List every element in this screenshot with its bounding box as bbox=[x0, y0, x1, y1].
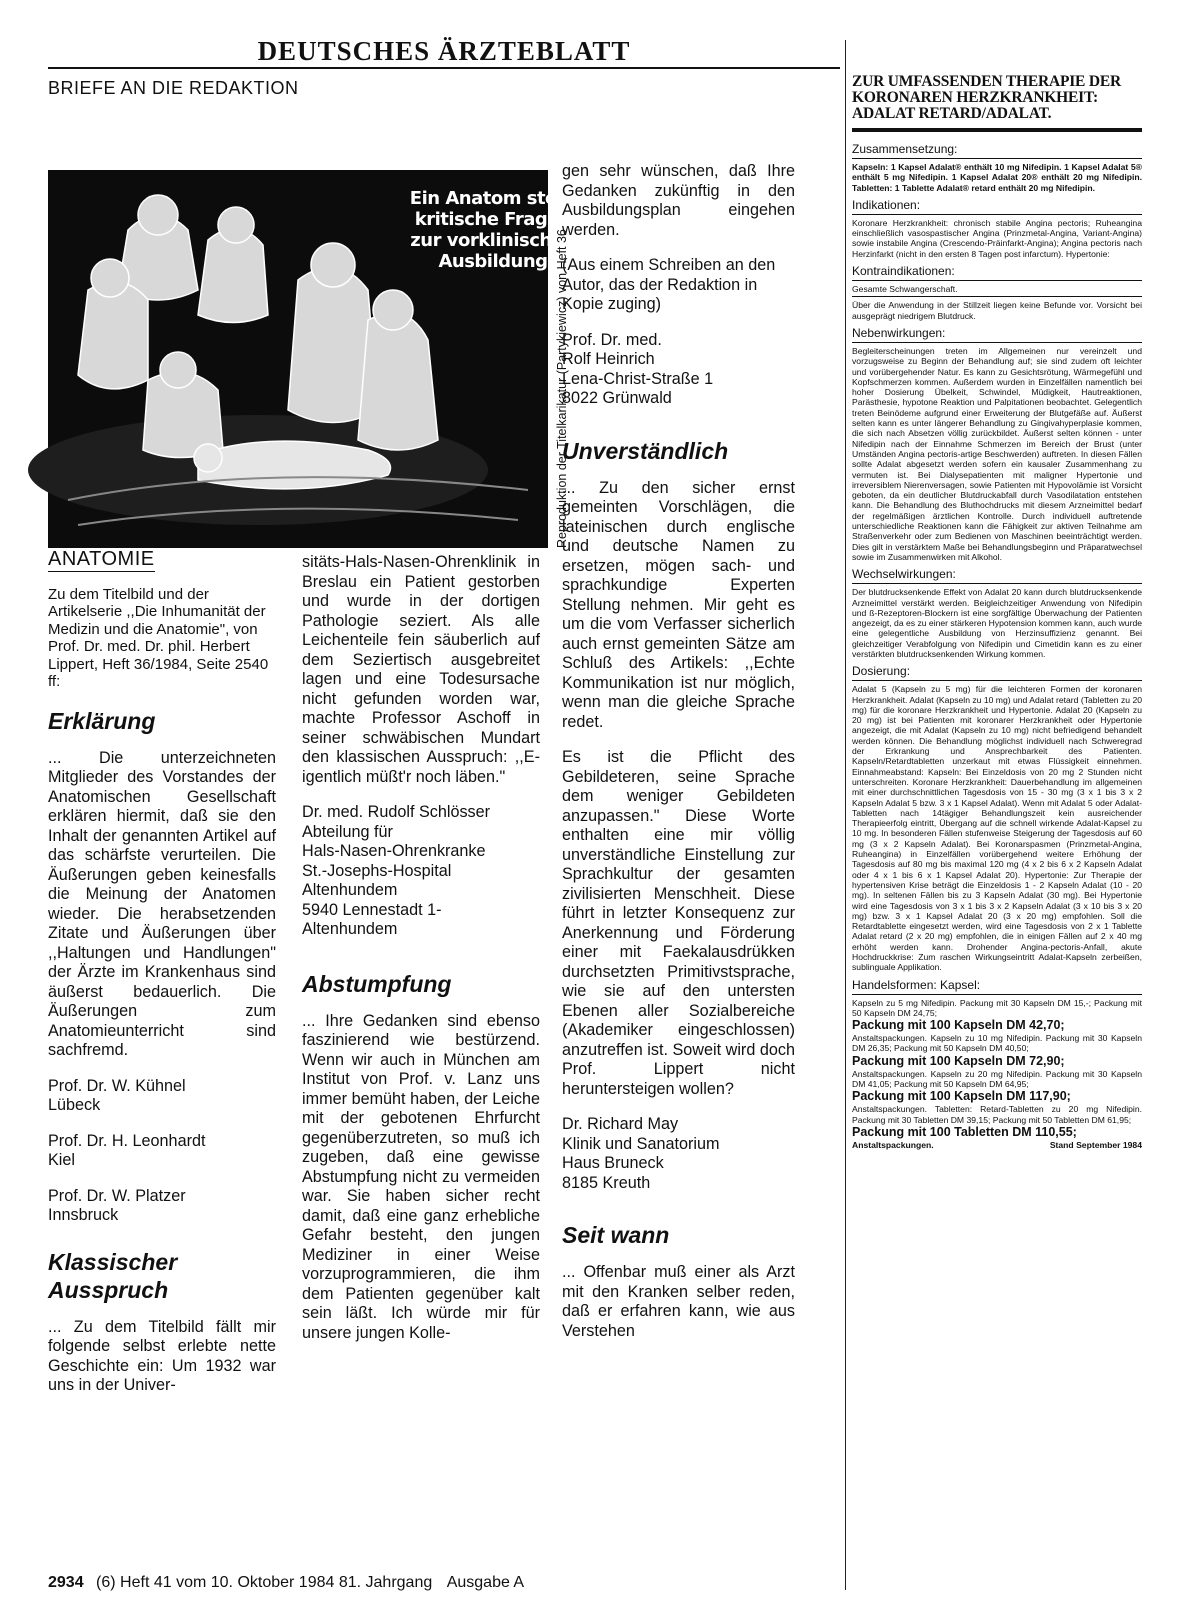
ad-text-wechselwirkungen: Der blutdrucksenkende Effekt von Adalat 20 kann durch blutdrucksenkende Arzneimittel verstärkt werden. Beigleichzeitiger Anwendung von Nifedipin und ß-Rezeptoren-Blockern ist eine sorgfältige Überwachung der Patienten angezeigt, da es zu einer stärkeren Hypotension kommen kann, auch wurde eine gelegentliche Ausbildung von Herzinsuffizienz genannt. Bei gleichzeitiger Verabfolgung von Nifedipin und Cimetidin kann es zu einer verstärkten blutdrucksenkenden Wirkung kommen. bbox=[852, 587, 1142, 659]
letter-seit-wann: ... Offenbar muß einer als Arzt mit den Kranken selber reden, daß er erfahren kann, wie aus Verstehen bbox=[562, 1263, 795, 1340]
ad-text-nebenwirkungen: Begleiterscheinungen treten im Allgemeinen nur vereinzelt und vorzugsweise zu Beginn der Behandlung auf; sie sind zudem oft leichter und vorübergehender Natur. Es kann zu Gesichtsrötung, Wärmegefühl und Kopfschmerzen kommen. Außerdem wurden in Einzelfällen namentlich bei hoher Dosierung Übelkeit, Schwindel, Müdigkeit, Hautreaktionen, Parästhesie, hypotone Reaktion und Palpitationen beobachtet. Gelegentlich treten Beinödeme aufgrund einer Erweiterung der Blutgefäße auf. Äußerst selten kann es unter längerer Behandlung zu Gingivahyperplasie kommen, die sich nach Absetzen völlig zurückbildet. Äußerst selten können - unter Nifedipin nach der Einnahme Schmerzen im Bereich der Brust (unter Umständen Angina pectoris-artige Beschwerden) auftreten. In diesen Fällen sollte Adalat abgesetzt werden sofern ein kausaler Zusammenhang zu vermuten ist. Bei Dialysepatienten mit maligner Hypertonie und irreversiblem Nierenversagen, sowie Patienten mit Hypovolämie ist Vorsicht geboten, da ein deutlicher Blutdruckabfall durch Vasodilatation entstehen kann. Die Behandlung des Bluthochdrucks mit diesem Arzneimittel bedarf der regelmäßigen ärztlichen Kontrolle. Durch individuell auftretende unterschiedliche Reaktionen kann die Fähigkeit zur aktiven Teilnahme am Straßenverkehr oder zum Bedienen von Maschinen beeinträchtigt werden. Dies gilt in verstärktem Maße bei Behandlungsbeginn und Präparatwechsel sowie im Zusammenwirken mit Alkohol. bbox=[852, 345, 1142, 562]
ad-text-kontra-2: Über die Anwendung in der Stillzeit liegen keine Befunde vor. Vorsicht bei ausgeprägt niedrigem Blutdruck. bbox=[852, 300, 1142, 321]
ad-text-zusammensetzung: Kapseln: 1 Kapsel Adalat® enthält 10 mg Nifedipin. 1 Kapsel Adalat 5® enthält 5 mg Nifedipin. 1 Kapsel Adalat 20® enthält 20 mg Nifedipin. Tabletten: 1 Tablette Adalat® retard enthält 20 mg Nifedipin. bbox=[852, 162, 1142, 193]
ad-bar bbox=[852, 128, 1142, 132]
letter-unverstaendlich: ... Zu den sicher ernst gemeinten Vorschlägen, die lateinischen durch englische und deutsche Namen zu ersetzen, mögen sach- und sprachkundige Experten Stellung nehmen. Mir geht es um die vom Verfasser sicherlich auch ernst gemeinten Sätze am Schluß des Artikels: ,,Echte Kommunikation ist nur möglich, wenn man die gleiche Sprache redet. bbox=[562, 478, 795, 731]
ad-text-handel-2: Anstaltspackungen. Kapseln zu 10 mg Nifedipin. Packung mit 30 Kapseln DM 26,35; Packung mit 50 Kapseln DM 40,50; bbox=[852, 1033, 1142, 1054]
letter-abstumpfung: ... Ihre Gedanken sind ebenso faszinierend wie bestürzend. Wenn wir auch in München am Institut von Prof. v. Lanz uns immer bemüht haben, der Leiche mit der gebotenen Ehrfurcht gegenüberzutreten, so muß ich zugeben, daß eine gewisse Abstumpfung nicht zu vermeiden war. Sie haben sicher recht damit, daß eine ganz erhebliche Gefahr besteht, den jungen Mediziner in einer Weise vorzuprogrammieren, die ihm dem Patienten gegenüber kalt sein läßt. Ich würde mir für unsere jungen Kolle- bbox=[302, 1011, 540, 1342]
masthead: DEUTSCHES ÄRZTEBLATT bbox=[257, 36, 631, 66]
page-footer bbox=[48, 1574, 524, 1592]
ad-footer-left: Anstaltspackungen. bbox=[852, 1139, 934, 1150]
ad-label-nebenwirkungen: Nebenwirkungen: bbox=[852, 326, 1142, 343]
signature-platzer: Prof. Dr. W. Platzer Innsbruck bbox=[48, 1186, 186, 1224]
letter-abstumpfung-cont: gen sehr wünschen, daß Ihre Gedanken zukünftig in den Ausbildungsplan eingehen werden. bbox=[562, 162, 795, 239]
column-3 bbox=[562, 162, 795, 1357]
rubric-anatomie: ANATOMIE bbox=[48, 548, 155, 570]
signature-schloesser: Dr. med. Rudolf Schlösser Abteilung für Hals-Nasen-Ohrenkranke St.-Josephs-Hospital Altenhundem 5940 Lennestadt 1- Altenhundem bbox=[302, 803, 491, 938]
ad-headline: ZUR UMFASSENDEN THERAPIE DER KORONAREN HERZKRANKHEIT: ADALAT RETARD/ADALAT. bbox=[852, 73, 1121, 122]
ad-label-handelsformen: Handelsformen: Kapsel: bbox=[852, 978, 1142, 995]
column-1 bbox=[48, 550, 276, 1412]
ad-text-handel-1: Kapseln zu 5 mg Nifedipin. Packung mit 30 Kapseln DM 15,-; Packung mit 50 Kapseln DM 24,75; bbox=[852, 997, 1142, 1018]
heading-abstumpfung: Abstumpfung bbox=[302, 970, 452, 997]
signature-may: Dr. Richard May Klinik und Sanatorium Haus Bruneck 8185 Kreuth bbox=[562, 1115, 720, 1192]
ad-text-handel-4: Anstaltspackungen. Tabletten: Retard-Tabletten zu 20 mg Nifedipin. Packung mit 30 Tabletten DM 39,15; Packung mit 50 Tabletten DM 61,95; bbox=[852, 1104, 1142, 1125]
letter-ausspruch-cont: sitäts-Hals-Nasen-Ohrenklinik in Breslau ein Patient gestorben und wurde in der dortigen Pathologie seziert. Als alle Leichenteile fein säuberlich auf dem Seziertisch ausgebreitet lagen und eine Todesursache nicht gefunden worden war, machte Professor Aschoff in seiner schwäbischen Mundart den klassischen Ausspruch: ,,E-igentlich müßt'r noch läben." bbox=[302, 553, 540, 786]
ad-price-1: Packung mit 100 Kapseln DM 42,70; bbox=[852, 1018, 1065, 1033]
ad-text-dosierung: Adalat 5 (Kapseln zu 5 mg) für die leichteren Formen der koronaren Herzkrankheit. Adalat (Kapseln zu 10 mg) und Adalat retard (Tabletten zu 20 mg) für die koronare Herzkrankheit und Hypertonie. Adalat 20 (Kapseln zu 20 mg) ist bei Patienten mit koronarer Herzkrankheit oder Hypertonie angezeigt, die mit Adalat (Kapseln zu 10 mg) nicht befriedigend behandelt werden können. Die Behandlung möglichst individuell nach Schweregrad der Erkrankung und Ansprechbarkeit des Patienten. Kapseln/Retardtabletten unzerkaut mit etwas Flüssigkeit einnehmen. Einnahmeabstand: Kapseln: Bei Einzeldosis von 20 mg 2 Stunden nicht unterschreiten. Koronare Herzkrankheit: Dauerbehandlung im allgemeinen mit einer durchschnittlichen Tagesdosis von 15 - 30 mg (3 x 1 bis 3 x 2 Kapseln Adalat 5 bzw. 3 x 1 Kapsel Adalat). Wenn mit Adalat 5 oder Adalat-Tabletten nach 14tägiger Behandlungszeit kein ausreichender Therapieerfolg eintritt, Übergang auf die schnell wirkende Adalat-Kapsel zu 10 mg. In besonderen Fällen stufenweise Steigerung der Tagesdosis auf 60 mg (3 x 2 Kapseln Adalat). Bei Koronarspasmen (Prinzmetal-Angina, Ruheangina) in Einzelfällen vorübergehend weitere Erhöhung der Tagesdosis auf 80 mg bis maximal 120 mg (4 x 2 bis 6 x 2 Kapseln Adalat oder 4 x 1 bis 6 x 1 Kapsel Adalat 20). Hypertonie: Zur Therapie der hypertensiven Krise beträgt die Einzeldosis 1 - 2 Kapseln Adalat (10 - 20 mg). In seltenen Fällen bis zu 3 Kapseln Adalat (30 mg). Bei Hypertonie wird eine Tagesdosis von 3 x 1 bis 3 x 2 Kapseln Adalat (3 x 10 bis 3 x 20 mg) bzw. 3 x 1 Kapsel Adalat 20 (3 x 20 mg) empfohlen. Soll die Retardtablette eingesetzt werden, wird eine Tagesdosis von 2 x 1 Tablette Adalat retard (2 x 20 mg) empfohlen, die in einigen Fällen auf 2 x 40 mg erhöht werden kann. Drohender Angina-pectoris-Anfall, akute Hochdruckkrise: Zum raschen Wirkungseintritt Adalat-Kapseln zerbeißen, sublinguale Applikation. bbox=[852, 684, 1142, 973]
issue-info: (6) Heft 41 vom 10. Oktober 1984 81. Jahrgang bbox=[96, 1574, 433, 1591]
ad-text-indikationen: Koronare Herzkrankheit: chronisch stabile Angina pectoris; Ruheangina einschließlich vasospastischer Angina (Prinzmetal-Angina, Variant-Angina) sowie instabile Angina (Crescendo-Präinfarkt-Angina); Angina pectoris nach Herzinfarkt (nicht in den ersten 8 Tagen post infarctum). Hypertonie: bbox=[852, 217, 1142, 259]
ad-label-wechselwirkungen: Wechselwirkungen: bbox=[852, 567, 1142, 584]
image-caption: Reproduktion der Titelkarikatur (Partykiewicz) von Heft 36 bbox=[555, 229, 569, 548]
signature-kuehnel: Prof. Dr. W. Kühnel Lübeck bbox=[48, 1076, 186, 1114]
ad-label-kontraindikationen: Kontraindikationen: bbox=[852, 264, 1142, 281]
ad-price-4: Packung mit 100 Tabletten DM 110,55; bbox=[852, 1124, 1077, 1139]
ad-label-dosierung: Dosierung: bbox=[852, 664, 1142, 681]
heading-unverstaendlich: Unverständlich bbox=[562, 437, 729, 464]
ad-text-kontra-1: Gesamte Schwangerschaft. bbox=[852, 284, 1142, 297]
letter-ausspruch-start: ... Zu dem Titelbild fällt mir folgende selbst erlebte nette Geschichte ein: Um 1932 war uns in der Univer- bbox=[48, 1317, 276, 1394]
ad-footer-right: Stand September 1984 bbox=[1049, 1139, 1142, 1150]
heading-klassischer-ausspruch: Klassischer Ausspruch bbox=[48, 1248, 178, 1303]
cartoon-title: Ein Anatom stellt kritische Fragen zur vorklinischen Ausbildung bbox=[409, 188, 577, 272]
column-2 bbox=[302, 553, 540, 1359]
ad-price-3: Packung mit 100 Kapseln DM 117,90; bbox=[852, 1089, 1071, 1104]
masthead-rule bbox=[48, 67, 840, 69]
edition: Ausgabe A bbox=[446, 1574, 525, 1591]
page-number: 2934 bbox=[48, 1574, 84, 1591]
ad-label-zusammensetzung: Zusammensetzung: bbox=[852, 142, 1142, 159]
signature-leonhardt: Prof. Dr. H. Leonhardt Kiel bbox=[48, 1131, 206, 1169]
column-divider bbox=[845, 40, 846, 1590]
letter-erklaerung: ... Die unterzeichneten Mitglieder des Vorstandes der Anatomischen Gesellschaft erklären hiermit, daß sie den Inhalt der genannten Artikel auf das schärfste verurteilen. Die Äußerungen geben keinesfalls die Meinung der Anatomen wieder. Die herabsetzenden Zitate und Äußerungen über ,,Haltungen und Handlungen" der Ärzte im Krankenhaus sind äußerst bedauerlich. Die Äußerungen zum Anatomieunterricht sind sachfremd. bbox=[48, 748, 276, 1059]
section-title: BRIEFE AN DIE REDAKTION bbox=[48, 78, 299, 98]
letter-unverstaendlich-2: Es ist die Pflicht des Gebildeteren, seine Sprache dem weniger Gebildeten anzupassen." Diese Worte enthalten eine mir völlig unverständliche Einstellung zur Sprachkultur der gesamten zivilisierten Menschheit. Diese führt in letzter Konsequenz zur Anerkennung und Förderung einer mit Faekalausdrükken durchsetzten Primitivstsprache, wie sie auf den untersten Ebenen aller Sozialbereiche (Akademiker eingeschlossen) anzutreffen ist. Soweit wird doch Prof. Lippert nicht heruntersteigen wollen? bbox=[562, 748, 795, 1098]
ad-price-2: Packung mit 100 Kapseln DM 72,90; bbox=[852, 1053, 1065, 1068]
intro-text: Zu dem Titelbild und der Artikelserie ,,Die Inhumanität der Medizin und die Anatomie", von Prof. Dr. med. Dr. phil. Herbert Lippert, Heft 36/1984, Seite 2540 ff: bbox=[48, 585, 269, 690]
note-schreiben: (Aus einem Schreiben an den Autor, das der Redaktion in Kopie zuging) bbox=[562, 256, 776, 313]
heading-seit-wann: Seit wann bbox=[562, 1222, 670, 1248]
ad-text-handel-3: Anstaltspackungen. Kapseln zu 20 mg Nifedipin. Packung mit 30 Kapseln DM 41,05; Packung mit 50 Kapseln DM 64,95; bbox=[852, 1068, 1142, 1090]
signature-heinrich: Prof. Dr. med. Rolf Heinrich Lena-Christ-Straße 1 8022 Grünwald bbox=[562, 330, 714, 407]
heading-erklaerung: Erklärung bbox=[48, 707, 156, 734]
ad-label-indikationen: Indikationen: bbox=[852, 198, 1142, 215]
adalat-advertisement bbox=[852, 74, 1142, 1150]
ad-footer bbox=[852, 1140, 1142, 1150]
